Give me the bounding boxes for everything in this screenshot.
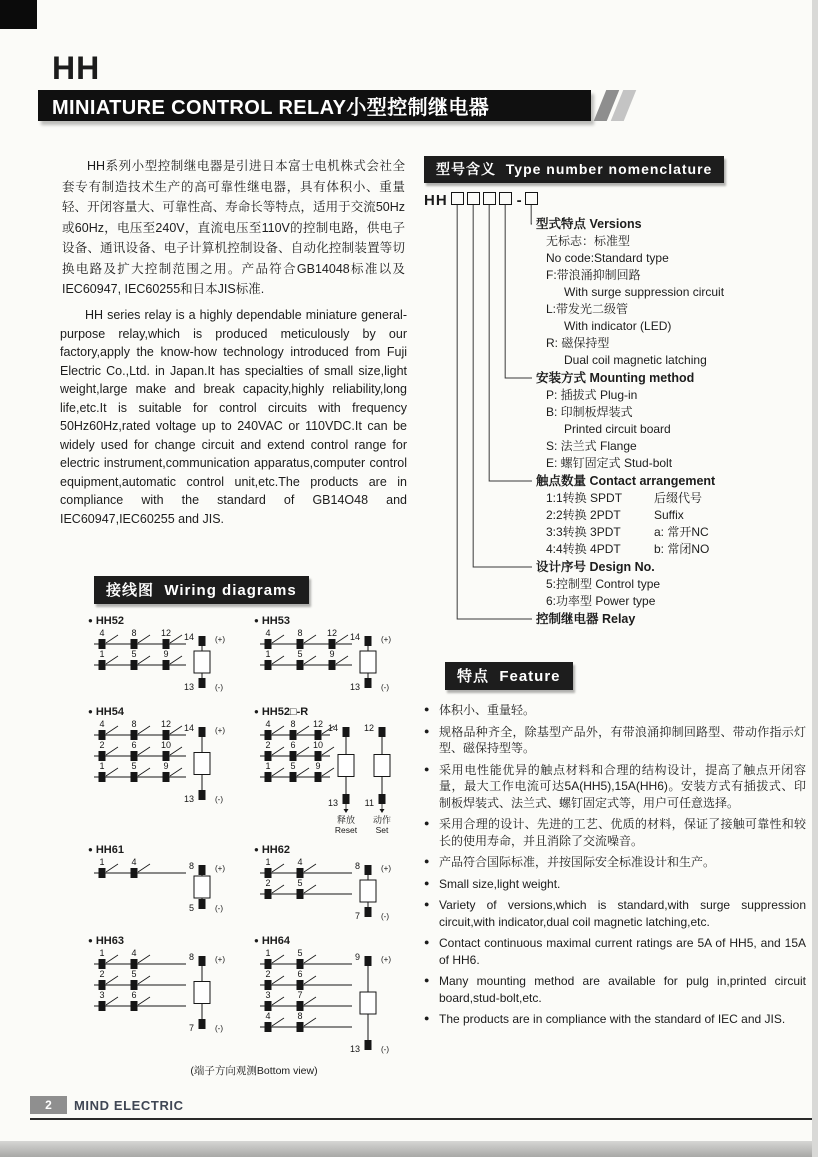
svg-text:8: 8 [354, 861, 360, 871]
bullet-icon: ● [88, 844, 93, 854]
nomenclature-line [536, 318, 804, 335]
nomenclature-line [536, 507, 804, 524]
svg-text:释放: 释放 [336, 815, 356, 825]
svg-text:11: 11 [364, 798, 374, 808]
nomenclature-label: 5:控制型 Control type [546, 577, 661, 591]
wiring-diagram-name: HH54 [95, 705, 124, 718]
svg-text:6: 6 [131, 740, 137, 750]
feature-text: Variety of versions,which is standard,with surge suppression circuit,with indicator,dual coil magnetic latching,etc. [439, 898, 806, 929]
wiring-diagram-drawing [254, 628, 420, 698]
bullet-icon: ● [424, 818, 430, 828]
feature-text: 体积小、重量轻。 [439, 703, 536, 717]
wiring-diagram-drawing [88, 628, 254, 698]
nomenclature-label: R: 磁保持型 [546, 336, 610, 350]
nomenclature-label: Dual coil magnetic latching [564, 353, 707, 367]
wiring-diagram-header [88, 842, 254, 857]
nomenclature-label: 1:1转换 SPDT [546, 491, 623, 505]
bullet-icon: ● [424, 877, 430, 888]
svg-text:(-): (-) [215, 904, 223, 913]
bullet-icon: ● [424, 704, 430, 714]
feature-text: Contact continuous maximal current ratings are 5A of HH5, and 15A of HH6. [439, 936, 806, 967]
nomenclature-line [536, 472, 804, 490]
svg-text:4: 4 [265, 628, 271, 638]
svg-text:2: 2 [99, 969, 105, 979]
nomenclature-label: 触点数量 Contact arrangement [536, 474, 716, 488]
nomenclature-line [536, 404, 804, 421]
wiring-diagram-header [254, 613, 420, 628]
bullet-icon: ● [424, 1013, 430, 1023]
svg-text:8: 8 [290, 719, 296, 729]
wiring-diagram-drawing [88, 857, 254, 919]
svg-text:6: 6 [297, 969, 303, 979]
wiring-diagram-svg [254, 719, 414, 836]
nomenclature-line [536, 215, 804, 233]
type-code-box [483, 192, 496, 205]
wiring-diagram-svg [88, 948, 248, 1039]
wiring-diagram-drawing [254, 719, 420, 836]
wiring-diagram-name: HH64 [261, 934, 290, 947]
svg-text:(+): (+) [215, 726, 225, 735]
nomenclature-line [536, 301, 804, 318]
feature-item [424, 897, 806, 930]
svg-text:3: 3 [99, 990, 105, 1000]
wiring-diagram-header [254, 842, 420, 857]
nomenclature-label: 6:功率型 Power type [546, 594, 656, 608]
feature-item [424, 1011, 806, 1028]
wiring-diagram-grid [88, 613, 420, 1060]
feature-text: The products are in compliance with the standard of IEC and JIS. [439, 1012, 786, 1026]
bullet-icon: ● [424, 856, 430, 866]
bullet-icon: ● [424, 725, 430, 736]
svg-text:14: 14 [349, 632, 360, 642]
nomenclature-line [536, 438, 804, 455]
nomenclature-section [424, 156, 804, 628]
wiring-diagram-name: HH63 [95, 934, 124, 947]
nomenclature-line [536, 558, 804, 576]
nomenclature-line [536, 455, 804, 472]
wiring-diagram-name: HH53 [261, 614, 290, 627]
svg-text:1: 1 [265, 948, 271, 958]
nomenclature-label: B: 印制板焊装式 [546, 405, 633, 419]
intro-paragraph-en: HH series relay is a highly dependable miniature general-purpose relay,which is produced meticulously by our factory,apply the know-how technology introduced from Fuji Electric Co.,Ltd. in Japan.It has specialties of small size,light weight,large make and break capacity,highly reliability,long life,etc.It is suitable for control circuits with frequency 50Hz60Hz,rated voltage up to 240VAC or 110VDC.It can be widely used for change circuit and extend control range for electric instrument,communication apparatus,computer control equipment,automatic control unit,etc.The products are in compliance with the standard of GB14O48 and IEC60947,IEC60255 and JIS. [60, 308, 407, 526]
feature-text: 规格品种齐全，除基型产品外，有带浪涌抑制回路型、带动作指示灯型、磁保持型等。 [439, 724, 806, 755]
wiring-diagram-svg [88, 857, 248, 919]
wiring-diagram-name: HH62 [261, 843, 290, 856]
svg-text:1: 1 [99, 857, 105, 867]
nomenclature-line [536, 284, 804, 301]
scan-edge-decoration [812, 0, 818, 1157]
wiring-diagram [254, 613, 420, 698]
svg-text:9: 9 [315, 761, 321, 771]
nomenclature-label: With indicator (LED) [564, 319, 672, 333]
wiring-diagram-svg [254, 948, 414, 1060]
svg-text:5: 5 [297, 649, 303, 659]
svg-text:6: 6 [290, 740, 296, 750]
nomenclature-line [536, 524, 804, 541]
intro-paragraph-cn: HH系列小型控制继电器是引进日本富士电机株式会社全套专有制造技术生产的高可靠性继电器，具有体积小、重量轻、开闭容量大、可靠性高、寿命长等特点，适用于交流50Hz或60Hz，电压至240V，直流电压至110V的控制电路，供电子设备、通讯设备、电子计算机控制设备、自动化控制装置等切换电路及扩大控制范围之用。产品符合GB14048标准以及IEC60947, IEC60255和日本JIS标准. [62, 159, 405, 296]
svg-text:14: 14 [183, 632, 194, 642]
svg-text:12: 12 [160, 719, 172, 729]
nomenclature-line [536, 250, 804, 267]
bullet-icon: ● [88, 615, 93, 625]
nomenclature-suffix-label: 后缀代号 [654, 491, 703, 505]
svg-text:(-): (-) [215, 795, 223, 804]
nomenclature-line [536, 267, 804, 284]
feature-item [424, 973, 806, 1006]
page-title-bar [38, 90, 591, 121]
nomenclature-line [536, 593, 804, 610]
wiring-diagram-name: HH52□-R [261, 705, 309, 718]
wiring-diagram [254, 704, 420, 836]
feature-item [424, 935, 806, 968]
svg-text:9: 9 [163, 649, 169, 659]
wiring-diagram-header [88, 704, 254, 719]
nomenclature-label: 4:4转换 4PDT [546, 542, 621, 556]
type-code-boxes [451, 192, 515, 209]
feature-list [424, 702, 806, 1028]
nomenclature-label: L:带发光二级管 [546, 302, 629, 316]
svg-text:7: 7 [354, 911, 360, 921]
wiring-diagram-header [254, 933, 420, 948]
features-section-title: 特点 Feature [445, 662, 573, 690]
features-section [424, 662, 806, 1033]
wiring-diagram-drawing [254, 857, 420, 927]
svg-text:5: 5 [297, 948, 303, 958]
wiring-caption: (端子方向观测Bottom view) [190, 1065, 318, 1077]
type-code-box [525, 192, 538, 205]
svg-text:8: 8 [297, 628, 303, 638]
svg-text:12: 12 [363, 723, 374, 733]
svg-text:Reset: Reset [334, 825, 358, 835]
svg-text:14: 14 [327, 723, 338, 733]
svg-text:(+): (+) [215, 864, 225, 873]
page-number: 2 [45, 1098, 52, 1112]
svg-text:1: 1 [265, 857, 271, 867]
svg-text:13: 13 [183, 682, 194, 692]
nomenclature-section-title: 型号含义 Type number nomenclature [424, 156, 724, 183]
feature-text: 采用合理的设计、先进的工艺、优质的材料，保证了接触可靠性和较长的使用寿命，并且消除了交流噪音。 [439, 817, 806, 848]
nomenclature-line [536, 610, 804, 628]
svg-text:8: 8 [297, 1011, 303, 1021]
svg-text:12: 12 [312, 719, 324, 729]
nomenclature-suffix-label: Suffix [654, 508, 684, 522]
svg-text:12: 12 [326, 628, 338, 638]
wiring-diagram-svg [88, 628, 248, 698]
bullet-icon: ● [254, 844, 259, 854]
bullet-icon: ● [254, 935, 259, 945]
bullet-icon: ● [88, 935, 93, 945]
svg-text:(-): (-) [215, 1024, 223, 1033]
nomenclature-label: 3:3转换 3PDT [546, 525, 621, 539]
wiring-diagram [88, 704, 254, 836]
feature-item [424, 724, 806, 757]
nomenclature-label: Printed circuit board [564, 422, 671, 436]
svg-text:(+): (+) [381, 955, 391, 964]
svg-text:13: 13 [327, 798, 338, 808]
svg-text:8: 8 [188, 952, 194, 962]
feature-item [424, 702, 806, 719]
type-code-box [467, 192, 480, 205]
footer-strip-decoration [0, 1141, 818, 1157]
svg-text:1: 1 [265, 649, 271, 659]
nomenclature-label: 2:2转换 2PDT [546, 508, 621, 522]
svg-text:13: 13 [349, 682, 360, 692]
wiring-section [38, 576, 420, 1078]
page-title: MINIATURE CONTROL RELAY小型控制继电器 [52, 97, 490, 119]
svg-text:7: 7 [188, 1023, 194, 1033]
svg-text:2: 2 [265, 740, 271, 750]
nomenclature-label: 控制继电器 Relay [536, 612, 636, 626]
svg-text:7: 7 [297, 990, 303, 1000]
wiring-diagram-drawing [88, 948, 254, 1039]
svg-text:(-): (-) [381, 683, 389, 692]
svg-text:9: 9 [163, 761, 169, 771]
svg-text:4: 4 [265, 719, 271, 729]
feature-text: Small size,light weight. [439, 876, 561, 891]
nomenclature-label: 安装方式 Mounting method [536, 371, 695, 385]
nomenclature-line [536, 335, 804, 352]
wiring-diagram-svg [254, 857, 414, 927]
svg-text:(+): (+) [215, 955, 225, 964]
svg-text:2: 2 [265, 969, 271, 979]
bullet-icon: ● [254, 706, 259, 716]
nomenclature-label: 设计序号 Design No. [536, 560, 655, 574]
svg-text:1: 1 [99, 761, 105, 771]
svg-text:5: 5 [131, 969, 137, 979]
nomenclature-label: 无标志：标准型 [546, 234, 631, 248]
bullet-icon: ● [424, 937, 430, 947]
feature-item [424, 762, 806, 812]
nomenclature-label: With surge suppression circuit [564, 285, 725, 299]
svg-text:5: 5 [131, 649, 137, 659]
type-code-box [499, 192, 512, 205]
wiring-diagram [88, 842, 254, 927]
nomenclature-label: S: 法兰式 Flange [546, 439, 637, 453]
page-number-badge [30, 1096, 67, 1114]
svg-text:6: 6 [131, 990, 137, 1000]
svg-text:9: 9 [354, 952, 360, 962]
svg-text:4: 4 [297, 857, 303, 867]
type-code-box [451, 192, 464, 205]
wiring-diagram-header [88, 613, 254, 628]
svg-text:2: 2 [265, 878, 271, 888]
nomenclature-line [536, 421, 804, 438]
bullet-icon: ● [424, 763, 430, 774]
svg-text:8: 8 [131, 628, 137, 638]
svg-text:(-): (-) [381, 912, 389, 921]
nomenclature-label: P: 插拔式 Plug-in [546, 388, 638, 402]
svg-text:13: 13 [349, 1044, 360, 1054]
svg-text:2: 2 [99, 740, 105, 750]
type-code [424, 192, 804, 208]
nomenclature-line [536, 369, 804, 387]
svg-text:1: 1 [99, 649, 105, 659]
feature-text: Many mounting method are available for pulg in,printed circuit board,stud-bolt,etc. [439, 974, 806, 1005]
svg-text:(-): (-) [381, 1045, 389, 1054]
nomenclature-suffix-label: b: 常闭NO [654, 542, 710, 556]
svg-text:(+): (+) [381, 864, 391, 873]
feature-text: 采用电性能优异的触点材料和合理的结构设计，提高了触点开闭容量，最大工作电流可达5A(HH5),15A(HH6)。安装方式有插拔式、印制板焊装式、法兰式、螺钉固定式等，用户可任意选择。 [439, 762, 806, 810]
footer-brand: MIND ELECTRIC [74, 1098, 184, 1113]
feature-text: 产品符合国际标准，并按国际安全标准设计和生产。 [439, 855, 716, 869]
nomenclature-label: E: 螺钉固定式 Stud-bolt [546, 456, 673, 470]
bullet-icon: ● [254, 615, 259, 625]
feature-item [424, 876, 806, 893]
nomenclature-body [424, 192, 804, 628]
bullet-icon: ● [424, 899, 430, 909]
nomenclature-line [536, 233, 804, 250]
svg-text:Set: Set [375, 825, 389, 835]
nomenclature-line [536, 541, 804, 558]
svg-text:5: 5 [131, 761, 137, 771]
footer-divider [30, 1118, 818, 1120]
nomenclature-line [536, 387, 804, 404]
wiring-diagram [88, 933, 254, 1060]
svg-text:4: 4 [131, 948, 137, 958]
svg-text:5: 5 [188, 903, 194, 913]
svg-text:动作: 动作 [372, 815, 392, 825]
svg-text:(+): (+) [381, 635, 391, 644]
nomenclature-line [536, 490, 804, 507]
type-code-suffix-box [525, 192, 541, 209]
wiring-diagram-name: HH61 [95, 843, 124, 856]
type-code-prefix: HH [424, 191, 448, 209]
nomenclature-line [536, 352, 804, 369]
wiring-diagram-drawing [254, 948, 420, 1060]
feature-item [424, 854, 806, 871]
type-code-dash: - [516, 191, 522, 209]
svg-text:10: 10 [160, 740, 172, 750]
svg-text:8: 8 [131, 719, 137, 729]
wiring-diagram-header [254, 704, 420, 719]
nomenclature-suffix-label: a: 常开NC [654, 525, 709, 539]
wiring-diagram [88, 613, 254, 698]
svg-text:12: 12 [160, 628, 172, 638]
nomenclature-label: No code:Standard type [546, 251, 669, 265]
svg-text:4: 4 [131, 857, 137, 867]
wiring-diagram-svg [88, 719, 248, 810]
bullet-icon: ● [88, 706, 93, 716]
feature-item [424, 816, 806, 849]
wiring-diagram-header [88, 933, 254, 948]
wiring-diagram [254, 933, 420, 1060]
series-title: HH [52, 50, 101, 86]
svg-text:4: 4 [265, 1011, 271, 1021]
nomenclature-list [536, 215, 804, 628]
wiring-diagram-name: HH52 [95, 614, 124, 627]
wiring-diagram-drawing [88, 719, 254, 810]
nomenclature-line [536, 576, 804, 593]
bullet-icon: ● [424, 975, 430, 985]
svg-text:1: 1 [265, 761, 271, 771]
svg-text:8: 8 [188, 861, 194, 871]
wiring-section-title: 接线图 Wiring diagrams [94, 576, 309, 604]
svg-text:4: 4 [99, 628, 105, 638]
svg-text:14: 14 [183, 723, 194, 733]
svg-text:3: 3 [265, 990, 271, 1000]
svg-text:(-): (-) [215, 683, 223, 692]
nomenclature-label: F:带浪涌抑制回路 [546, 268, 641, 282]
svg-text:9: 9 [329, 649, 335, 659]
svg-text:13: 13 [183, 794, 194, 804]
svg-text:(+): (+) [215, 635, 225, 644]
svg-text:4: 4 [99, 719, 105, 729]
wiring-diagram-svg [254, 628, 414, 698]
svg-text:5: 5 [297, 878, 303, 888]
svg-text:10: 10 [312, 740, 324, 750]
corner-print-mark [0, 0, 37, 29]
nomenclature-label: 型式特点 Versions [536, 217, 642, 231]
svg-text:1: 1 [99, 948, 105, 958]
wiring-diagram [254, 842, 420, 927]
svg-text:5: 5 [290, 761, 296, 771]
